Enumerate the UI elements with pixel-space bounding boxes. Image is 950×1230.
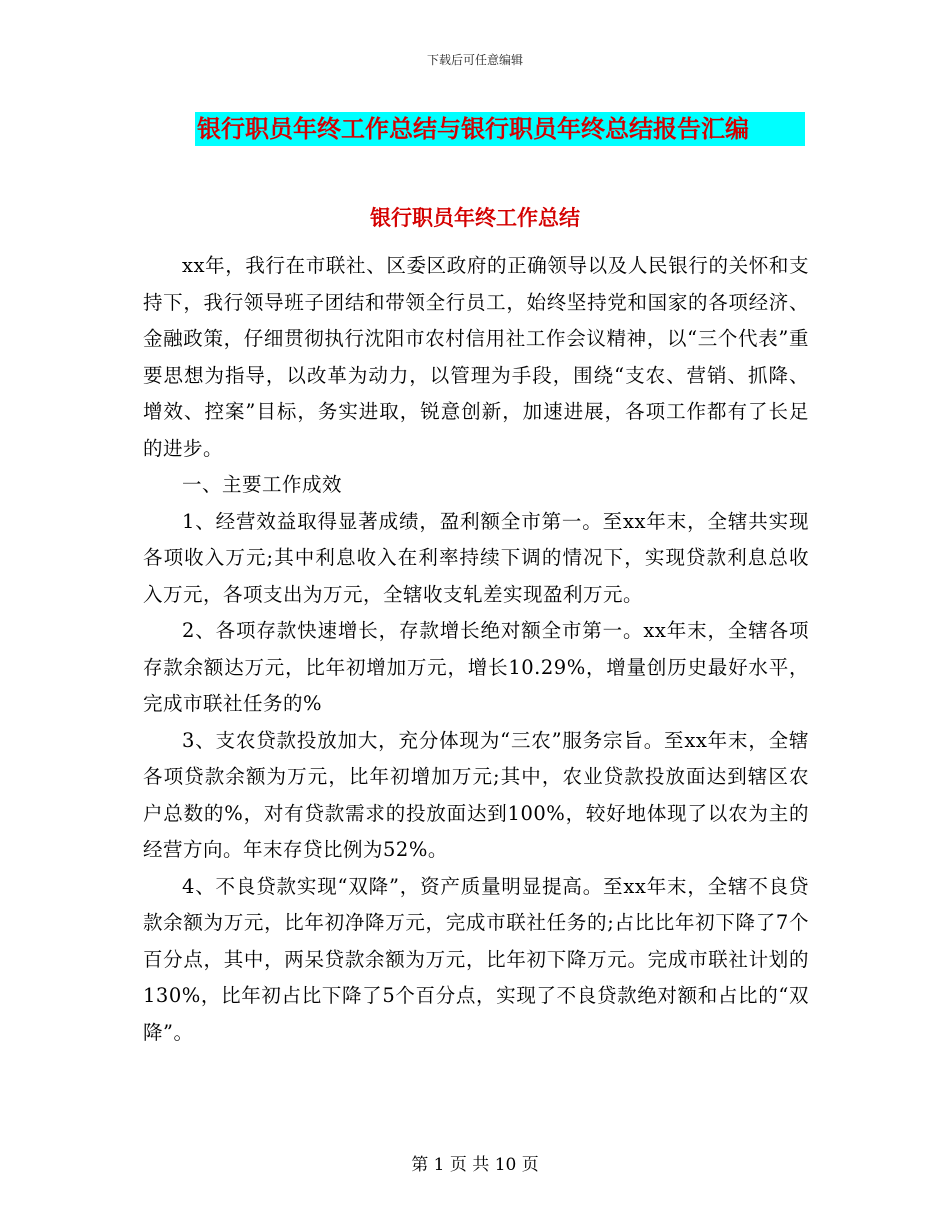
paragraph-item-3: 3、支农贷款投放加大，充分体现为“三农”服务宗旨。至xx年末，全辖各项贷款余额为万元，比年初增加万元;其中，农业贷款投放面达到辖区农户总数的%，对有贷款需求的投放面达到100%，较好地体现了以农为主的经营方向。年末存贷比例为52%。 [143,728,809,861]
section-title: 银行职员年终工作总结 [370,206,580,230]
page-footer: 第 1 页 共 10 页 [411,1155,539,1175]
paragraph-intro: xx年，我行在市联社、区委区政府的正确领导以及人民银行的关怀和支持下，我行领导班子团结和带领全行员工，始终坚持党和国家的各项经济、金融政策，仔细贯彻执行沈阳市农村信用社工作会议精神，以“三个代表”重要思想为指导，以改革为动力，以管理为手段，围绕“支农、营销、抓降、增效、控案”目标，务实进取，锐意创新，加速进展，各项工作都有了长足的进步。 [143,254,809,460]
document-title: 银行职员年终工作总结与银行职员年终总结报告汇编 [195,112,805,146]
paragraph-item-2: 2、各项存款快速增长，存款增长绝对额全市第一。xx年末，全辖各项存款余额达万元，比年初增加万元，增长10.29%，增量创历史最好水平，完成市联社任务的% [143,619,809,715]
page-header: 下载后可任意编辑 [426,53,523,67]
paragraph-item-1: 1、经营效益取得显著成绩，盈利额全市第一。至xx年末，全辖共实现各项收入万元;其中利息收入在利率持续下调的情况下，实现贷款利息总收入万元，各项支出为万元，全辖收支轧差实现盈利万元。 [143,509,809,606]
paragraph-item-4: 4、不良贷款实现“双降”，资产质量明显提高。至xx年末，全辖不良贷款余额为万元，比年初净降万元，完成市联社任务的;占比比年初下降了7个百分点，其中，两呆贷款余额为万元，比年初下降万元。完成市联社计划的130%，比年初占比下降了5个百分点，实现了不良贷款绝对额和占比的“双降”。 [143,874,809,1044]
document-body [143,248,809,1051]
document-title-container [195,112,805,146]
paragraph-heading-main-results: 一、主要工作成效 [182,473,343,496]
